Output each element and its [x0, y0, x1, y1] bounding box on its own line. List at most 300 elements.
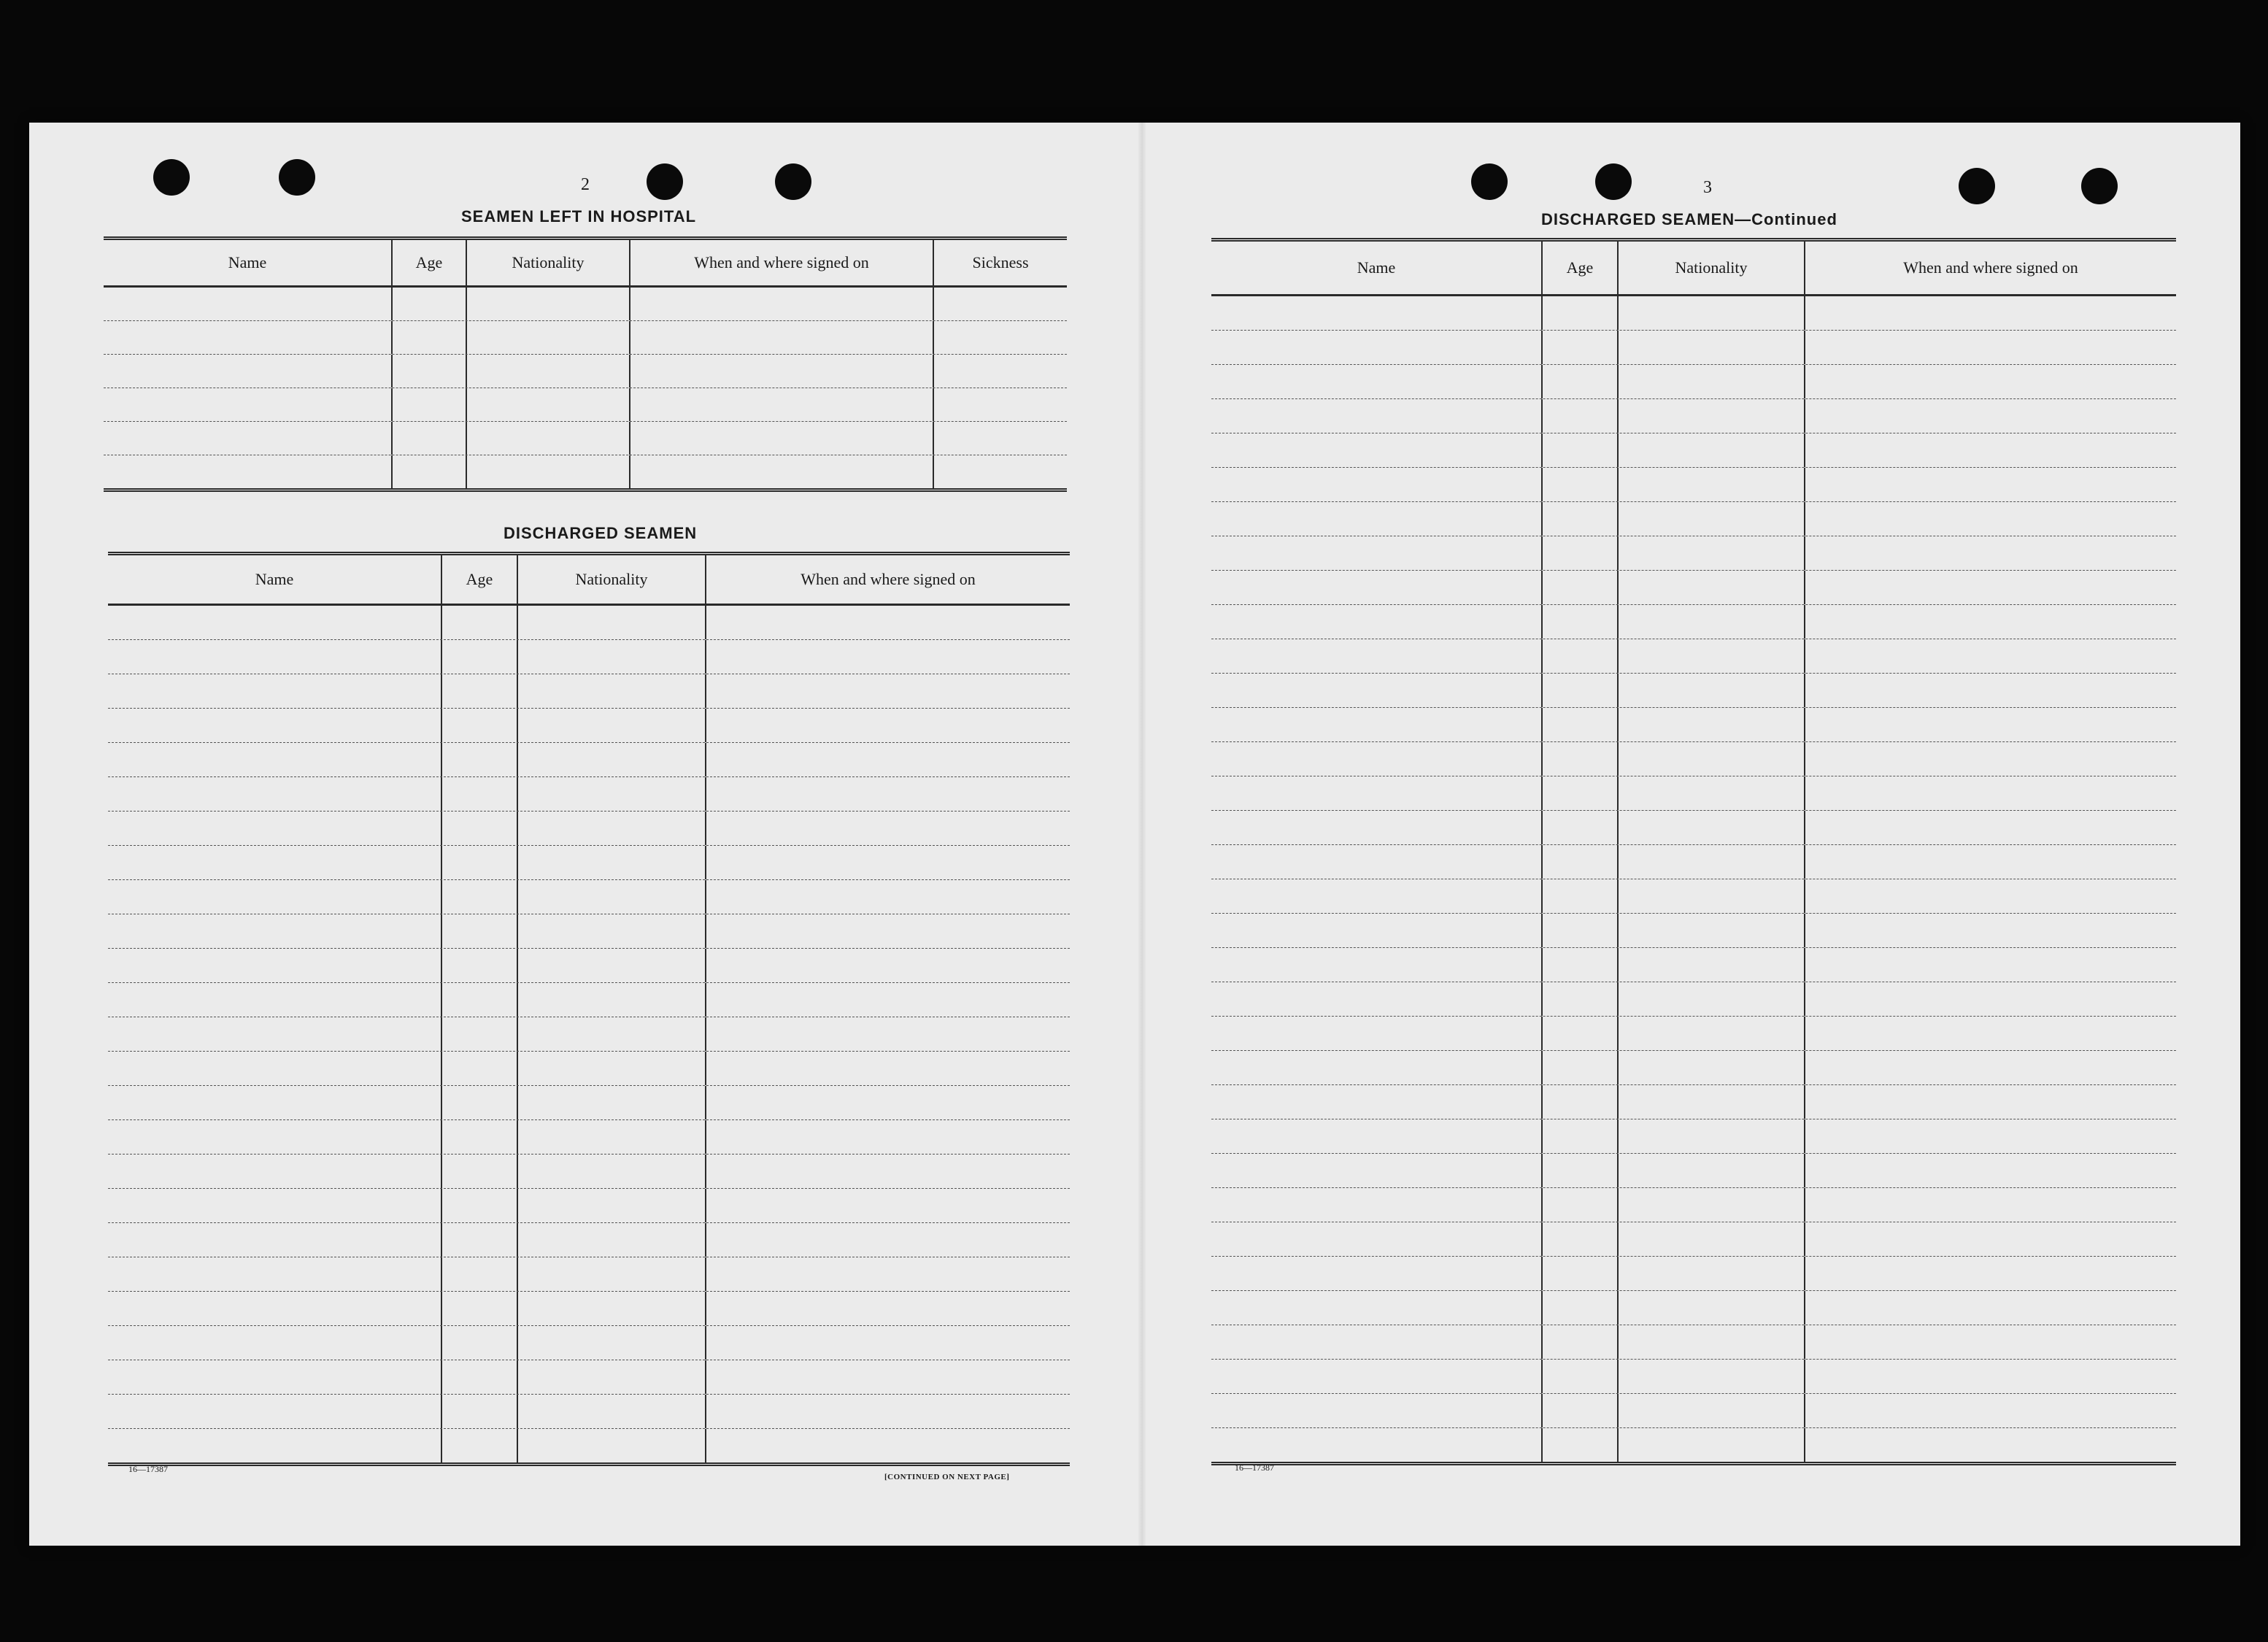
table-cell [393, 321, 467, 354]
table-cell [1543, 399, 1619, 433]
table-cell [1619, 1428, 1805, 1462]
column-header: Age [393, 240, 467, 285]
table-cell [1805, 1325, 2176, 1359]
table-cell [1619, 776, 1805, 810]
table-row [1211, 331, 2176, 365]
table-cell [1805, 982, 2176, 1016]
table-cell [1619, 639, 1805, 673]
table-cell [1619, 502, 1805, 536]
table-row [108, 1155, 1070, 1189]
table-cell [1805, 1360, 2176, 1393]
table-cell [393, 288, 467, 320]
table-row [1211, 982, 2176, 1017]
table-row [1211, 811, 2176, 845]
table-cell [467, 321, 630, 354]
table-cell [1543, 468, 1619, 501]
column-header: When and where signed on [801, 570, 976, 588]
table-cell [1805, 331, 2176, 364]
table-cell [630, 388, 934, 421]
table-cell [1543, 639, 1619, 673]
table-row [1211, 605, 2176, 639]
table-cell [108, 812, 442, 845]
table-cell [442, 743, 518, 776]
table-cell [1619, 708, 1805, 741]
table-row [1211, 1188, 2176, 1222]
table-cell [518, 1395, 706, 1428]
table-cell [393, 388, 467, 421]
table-cell [706, 949, 1070, 982]
table-cell [1805, 1428, 2176, 1462]
table-row [108, 846, 1070, 880]
table-cell [442, 1052, 518, 1085]
table-cell [1619, 399, 1805, 433]
table-cell [108, 1429, 442, 1462]
column-header: Age [442, 555, 518, 604]
table-cell [518, 674, 706, 708]
table-cell [442, 1155, 518, 1188]
table-cell [1543, 948, 1619, 982]
table-cell [1543, 1325, 1619, 1359]
table-row [1211, 879, 2176, 914]
column-header: Name [108, 555, 442, 604]
hospital-table [104, 236, 1067, 492]
table-cell [442, 777, 518, 811]
table-row [1211, 674, 2176, 708]
table-cell [1211, 399, 1543, 433]
table-cell [1805, 776, 2176, 810]
table-cell [104, 288, 393, 320]
table-cell [1619, 296, 1805, 330]
table-cell [442, 606, 518, 639]
table-cell [518, 949, 706, 982]
discharged-table-left [108, 552, 1070, 1466]
column-header: Name [104, 240, 393, 285]
table-cell [442, 1360, 518, 1394]
table-cell [442, 674, 518, 708]
table-row [108, 1017, 1070, 1052]
table-row [1211, 948, 2176, 982]
table-cell [706, 1429, 1070, 1462]
table-cell [1543, 433, 1619, 467]
discharged-table-right [1211, 238, 2176, 1465]
table-cell [1211, 776, 1543, 810]
table-cell [518, 606, 706, 639]
table-row [1211, 914, 2176, 948]
table-cell [518, 777, 706, 811]
table-cell [1211, 468, 1543, 501]
table-cell [518, 983, 706, 1017]
table-cell [1211, 1085, 1543, 1119]
table-cell [442, 914, 518, 948]
table-cell [1619, 1360, 1805, 1393]
table-cell [706, 914, 1070, 948]
table-cell [518, 1326, 706, 1360]
continued-note: [CONTINUED ON NEXT PAGE] [884, 1473, 1010, 1481]
table-cell [1211, 1017, 1543, 1050]
table-cell [108, 914, 442, 948]
table-cell [706, 743, 1070, 776]
table-cell [934, 422, 1067, 455]
table-cell [706, 1360, 1070, 1394]
table-cell [1543, 708, 1619, 741]
table-cell [1543, 1085, 1619, 1119]
table-row [108, 1086, 1070, 1120]
table-cell [1543, 1291, 1619, 1325]
table-cell [1211, 1325, 1543, 1359]
binder-hole [1959, 168, 1995, 204]
table-cell [1619, 1017, 1805, 1050]
table-row [1211, 639, 2176, 674]
column-header: Sickness [972, 253, 1029, 271]
table-cell [1619, 536, 1805, 570]
table-row [1211, 776, 2176, 811]
table-cell [706, 1155, 1070, 1188]
table-row [108, 1223, 1070, 1257]
column-header: Nationality [467, 240, 630, 285]
table-cell [1805, 1188, 2176, 1222]
column-header: Age [1543, 242, 1619, 294]
table-cell [108, 674, 442, 708]
table-row [108, 1292, 1070, 1326]
table-cell [1805, 845, 2176, 879]
table-cell [442, 640, 518, 674]
table-cell [1543, 1188, 1619, 1222]
column-header: Name [1211, 242, 1543, 294]
table-cell [108, 1017, 442, 1051]
table-cell [1619, 879, 1805, 913]
table-cell [518, 743, 706, 776]
table-cell [442, 1017, 518, 1051]
page-fold [1138, 123, 1146, 1546]
table-cell [518, 1360, 706, 1394]
table-cell [1543, 296, 1619, 330]
table-cell [1805, 1222, 2176, 1256]
table-row [108, 983, 1070, 1017]
table-row [1211, 708, 2176, 742]
table-cell [706, 1395, 1070, 1428]
table-cell [518, 846, 706, 879]
table-cell [706, 1326, 1070, 1360]
table-row [1211, 1119, 2176, 1154]
table-cell [108, 1052, 442, 1085]
table-cell [104, 455, 393, 488]
table-cell [1619, 605, 1805, 639]
table-cell [1805, 1154, 2176, 1187]
form-number-left: 16—17387 [128, 1464, 168, 1474]
table-cell [108, 1360, 442, 1394]
table-cell [1543, 982, 1619, 1016]
table-cell [1805, 571, 2176, 604]
table-cell [1211, 639, 1543, 673]
table-row [108, 1189, 1070, 1223]
table-cell [442, 880, 518, 914]
table-cell [706, 1052, 1070, 1085]
table-cell [1211, 605, 1543, 639]
table-row [1211, 845, 2176, 879]
table-cell [1805, 879, 2176, 913]
table-row [108, 674, 1070, 709]
table-cell [1805, 296, 2176, 330]
table-row [108, 777, 1070, 812]
table-cell [442, 812, 518, 845]
table-cell [1211, 365, 1543, 398]
table-header [1211, 242, 2176, 296]
page-number-right: 3 [1703, 178, 1712, 197]
table-cell [108, 709, 442, 742]
table-cell [706, 1189, 1070, 1222]
table-cell [630, 321, 934, 354]
table-cell [104, 355, 393, 388]
table-row [108, 1326, 1070, 1360]
table-cell [442, 1395, 518, 1428]
table-row [108, 1120, 1070, 1155]
table-cell [1619, 365, 1805, 398]
table-row [104, 422, 1067, 455]
table-cell [706, 880, 1070, 914]
discharged-continued-title: DISCHARGED SEAMEN—Continued [1541, 210, 1837, 228]
table-header [108, 555, 1070, 606]
table-cell [1805, 468, 2176, 501]
table-cell [104, 388, 393, 421]
table-row [104, 455, 1067, 488]
table-cell [706, 606, 1070, 639]
table-cell [108, 1326, 442, 1360]
table-cell [1543, 914, 1619, 947]
table-cell [1543, 331, 1619, 364]
table-cell [1211, 1222, 1543, 1256]
table-cell [1543, 1360, 1619, 1393]
table-cell [393, 455, 467, 488]
table-cell [518, 1017, 706, 1051]
table-cell [1211, 1291, 1543, 1325]
table-cell [108, 1155, 442, 1188]
table-cell [1543, 879, 1619, 913]
column-header: Nationality [1619, 242, 1805, 294]
table-cell [1805, 1291, 2176, 1325]
table-cell [1211, 1428, 1543, 1462]
table-row [104, 355, 1067, 388]
table-cell [1543, 571, 1619, 604]
table-cell [1543, 776, 1619, 810]
table-cell [1805, 1051, 2176, 1084]
table-row [1211, 433, 2176, 468]
table-cell [1619, 948, 1805, 982]
table-cell [706, 1120, 1070, 1154]
table-cell [706, 1223, 1070, 1257]
table-cell [1211, 914, 1543, 947]
table-row [1211, 468, 2176, 502]
table-cell [1805, 1085, 2176, 1119]
table-cell [1805, 433, 2176, 467]
table-cell [934, 288, 1067, 320]
table-cell [442, 1086, 518, 1119]
table-cell [1619, 1394, 1805, 1427]
table-cell [1543, 674, 1619, 707]
table-cell [467, 455, 630, 488]
table-cell [1619, 742, 1805, 776]
table-cell [442, 949, 518, 982]
table-cell [1211, 811, 1543, 844]
table-row [1211, 536, 2176, 571]
table-cell [518, 1429, 706, 1462]
table-cell [1805, 399, 2176, 433]
table-cell [1211, 1394, 1543, 1427]
table-cell [108, 1223, 442, 1257]
table-cell [1619, 914, 1805, 947]
table-row [1211, 1085, 2176, 1119]
table-cell [442, 1429, 518, 1462]
table-cell [108, 1189, 442, 1222]
table-cell [1805, 674, 2176, 707]
table-row [1211, 502, 2176, 536]
table-cell [1805, 948, 2176, 982]
table-cell [1543, 1222, 1619, 1256]
table-cell [706, 1086, 1070, 1119]
table-cell [706, 709, 1070, 742]
table-cell [442, 1189, 518, 1222]
table-row [108, 1257, 1070, 1292]
table-row [104, 288, 1067, 321]
table-cell [518, 812, 706, 845]
table-cell [1805, 914, 2176, 947]
table-row [1211, 1222, 2176, 1257]
table-cell [1619, 1154, 1805, 1187]
table-cell [630, 355, 934, 388]
table-cell [1211, 708, 1543, 741]
table-row [108, 1429, 1070, 1462]
table-cell [442, 1257, 518, 1291]
table-cell [630, 288, 934, 320]
table-row [1211, 1325, 2176, 1360]
table-row [104, 321, 1067, 355]
table-cell [706, 1292, 1070, 1325]
table-cell [1619, 571, 1805, 604]
table-cell [442, 1120, 518, 1154]
table-cell [393, 422, 467, 455]
table-cell [1543, 1119, 1619, 1153]
table-row [108, 1395, 1070, 1429]
table-row [1211, 399, 2176, 433]
table-row [1211, 296, 2176, 331]
table-cell [1805, 1394, 2176, 1427]
table-cell [1543, 845, 1619, 879]
table-cell [108, 983, 442, 1017]
table-cell [934, 321, 1067, 354]
binder-hole [1595, 163, 1632, 200]
table-cell [1543, 1394, 1619, 1427]
table-cell [1805, 1257, 2176, 1290]
column-header: When and where signed on [630, 240, 934, 285]
table-cell [1619, 1325, 1805, 1359]
table-cell [1543, 1257, 1619, 1290]
table-cell [518, 1257, 706, 1291]
table-cell [1543, 1051, 1619, 1084]
table-cell [1211, 948, 1543, 982]
table-cell [630, 422, 934, 455]
table-cell [104, 422, 393, 455]
table-cell [518, 914, 706, 948]
table-cell [393, 355, 467, 388]
table-row [1211, 1257, 2176, 1291]
table-row [108, 1360, 1070, 1395]
table-cell [1619, 1257, 1805, 1290]
table-cell [518, 880, 706, 914]
table-cell [108, 777, 442, 811]
binder-hole [153, 159, 190, 196]
table-cell [1211, 502, 1543, 536]
table-cell [108, 846, 442, 879]
table-cell [518, 1086, 706, 1119]
table-cell [1211, 331, 1543, 364]
table-cell [442, 1326, 518, 1360]
table-cell [1211, 742, 1543, 776]
table-cell [442, 1223, 518, 1257]
table-row [108, 606, 1070, 640]
table-cell [630, 455, 934, 488]
binder-hole [279, 159, 315, 196]
table-row [108, 949, 1070, 983]
table-row [108, 709, 1070, 743]
table-cell [108, 1120, 442, 1154]
table-row [108, 1052, 1070, 1086]
table-cell [1619, 468, 1805, 501]
table-cell [108, 743, 442, 776]
table-cell [1543, 811, 1619, 844]
table-cell [518, 1292, 706, 1325]
table-cell [1211, 571, 1543, 604]
binder-hole [2081, 168, 2118, 204]
table-cell [1619, 1051, 1805, 1084]
table-cell [518, 640, 706, 674]
table-cell [108, 1292, 442, 1325]
table-row [1211, 571, 2176, 605]
discharged-section-title: DISCHARGED SEAMEN [504, 524, 698, 542]
table-row [1211, 1360, 2176, 1394]
table-cell [1211, 1360, 1543, 1393]
table-cell [1211, 433, 1543, 467]
table-row [108, 640, 1070, 674]
table-row [1211, 1051, 2176, 1085]
table-cell [1619, 811, 1805, 844]
table-cell [1211, 536, 1543, 570]
binder-hole [647, 163, 683, 200]
table-cell [1211, 845, 1543, 879]
table-cell [518, 1223, 706, 1257]
table-row [108, 743, 1070, 777]
table-row [104, 388, 1067, 422]
table-cell [108, 949, 442, 982]
table-row [1211, 1394, 2176, 1428]
table-cell [1543, 742, 1619, 776]
table-cell [518, 1155, 706, 1188]
table-cell [1619, 433, 1805, 467]
table-cell [108, 606, 442, 639]
table-cell [706, 640, 1070, 674]
table-cell [1805, 1017, 2176, 1050]
table-row [108, 812, 1070, 846]
table-cell [1543, 1428, 1619, 1462]
form-number-right: 16—17387 [1235, 1462, 1274, 1473]
table-cell [518, 709, 706, 742]
table-cell [1211, 1051, 1543, 1084]
table-cell [518, 1052, 706, 1085]
table-cell [1211, 1257, 1543, 1290]
table-cell [1805, 811, 2176, 844]
binder-hole [775, 163, 811, 200]
table-row [1211, 365, 2176, 399]
table-row [1211, 1154, 2176, 1188]
table-cell [518, 1189, 706, 1222]
